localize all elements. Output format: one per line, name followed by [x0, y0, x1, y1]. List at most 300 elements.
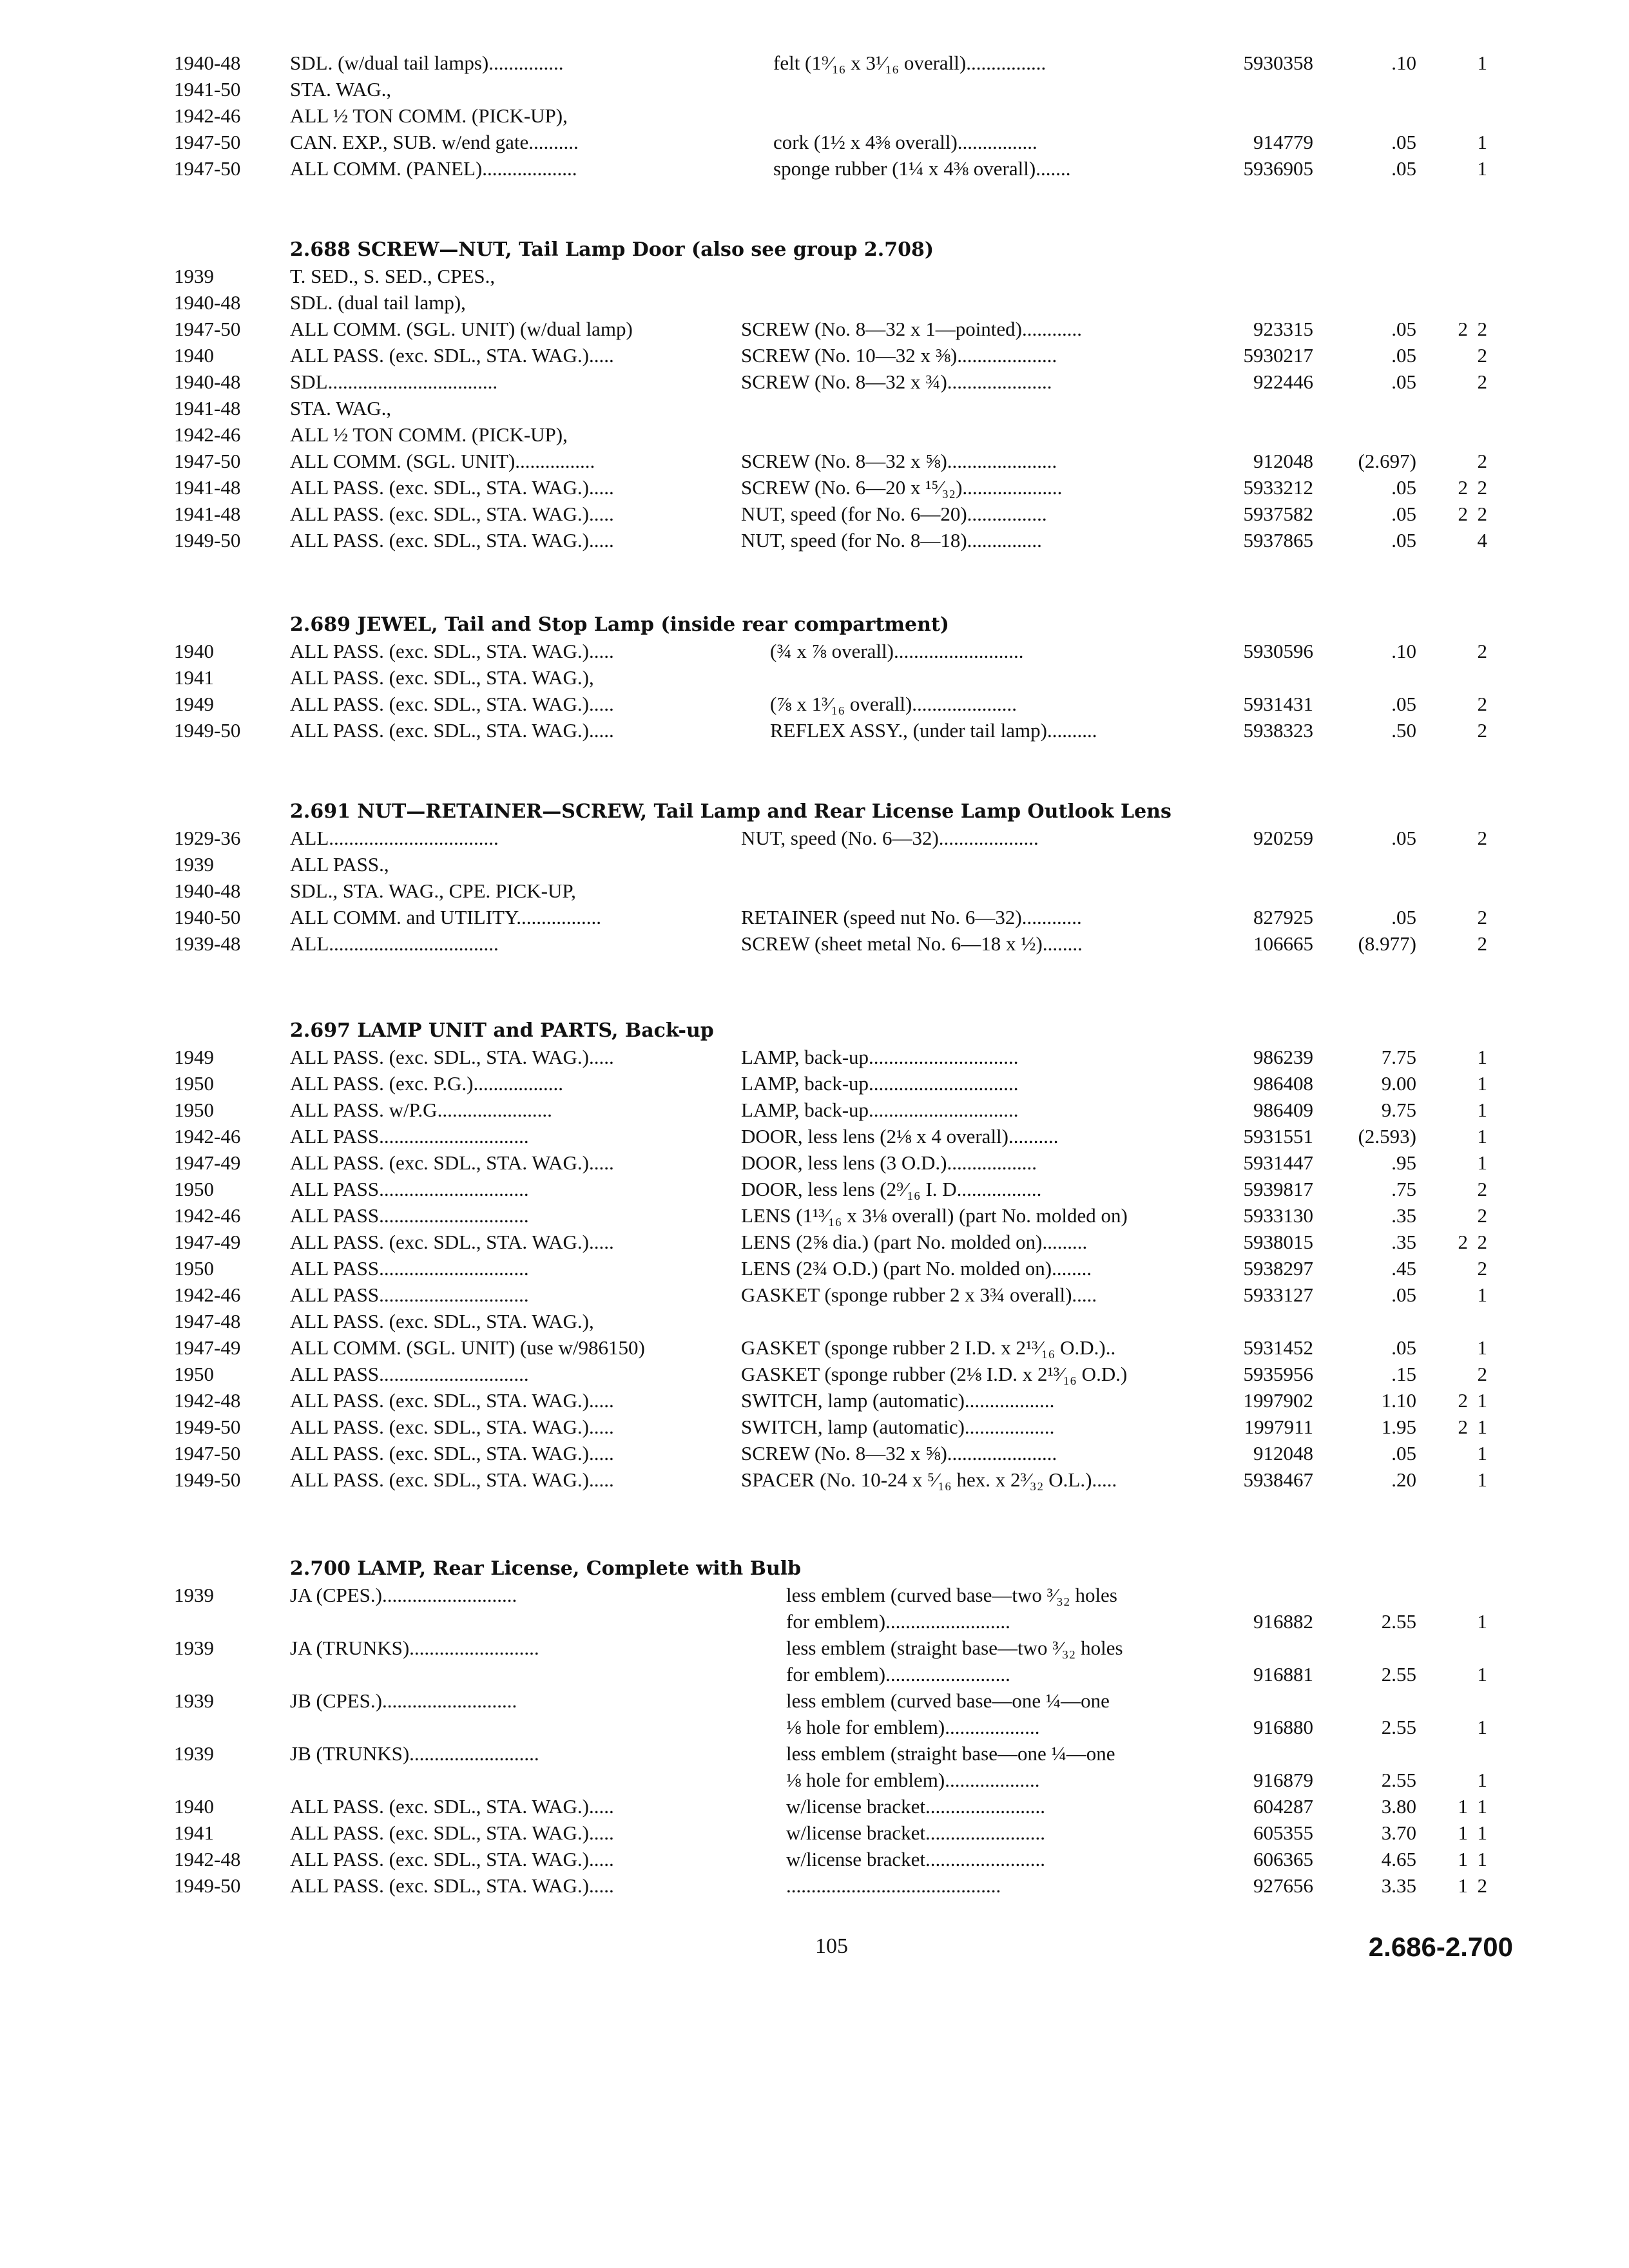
description-cell: for emblem).........................	[786, 1610, 1010, 1633]
model-cell: ALL PASS..............................	[290, 1283, 529, 1306]
part-number-cell: 923315	[1253, 318, 1313, 340]
table-row	[0, 1124, 1629, 1149]
year-cell: 1942-48	[174, 1848, 241, 1870]
table-row	[0, 1256, 1629, 1282]
part-number-cell: 986239	[1253, 1046, 1313, 1068]
model-cell: ALL PASS.,	[290, 853, 389, 876]
table-row	[0, 691, 1629, 717]
year-cell: 1947-50	[174, 131, 241, 153]
price-cell: .05	[1391, 131, 1416, 153]
quantity-b-cell: 2	[1477, 932, 1487, 955]
part-number-cell: 5937582	[1243, 503, 1313, 525]
quantity-b-cell: 2	[1477, 370, 1487, 393]
year-cell: 1949-50	[174, 1416, 241, 1438]
year-cell: 1947-50	[174, 1442, 241, 1465]
year-cell: 1949-50	[174, 1874, 241, 1897]
part-number-cell: 916882	[1253, 1610, 1313, 1633]
part-number-cell: 5938297	[1243, 1257, 1313, 1280]
year-cell: 1949-50	[174, 1468, 241, 1491]
year-cell: 1940-48	[174, 370, 241, 393]
price-cell: 2.55	[1381, 1716, 1416, 1738]
description-cell: GASKET (sponge rubber 2 I.D. x 2¹³⁄₁₆ O.D.)..	[741, 1336, 1116, 1359]
year-cell: 1940-48	[174, 52, 241, 74]
year-cell: 1940	[174, 1795, 214, 1818]
table-row	[0, 1414, 1629, 1440]
quantity-b-cell: 1	[1477, 1151, 1487, 1174]
description-cell: less emblem (straight base—one ¼—one	[786, 1742, 1115, 1765]
description-cell: SCREW (No. 8—32 x ¾).....................	[741, 370, 1052, 393]
model-cell: ALL..................................	[290, 932, 499, 955]
price-cell: .20	[1391, 1468, 1416, 1491]
model-cell: ALL PASS. (exc. SDL., STA. WAG.).....	[290, 1151, 614, 1174]
model-cell: ALL PASS. (exc. SDL., STA. WAG.).....	[290, 1389, 614, 1412]
price-cell: .10	[1391, 640, 1416, 662]
year-cell: 1940	[174, 344, 214, 367]
model-cell: ALL..................................	[290, 827, 499, 849]
price-cell: .75	[1391, 1178, 1416, 1200]
year-cell: 1947-50	[174, 157, 241, 180]
model-cell: ALL COMM. (PANEL)...................	[290, 157, 577, 180]
year-cell: 1949	[174, 693, 214, 715]
description-cell: DOOR, less lens (3 O.D.)..................	[741, 1151, 1037, 1174]
description-cell: SCREW (sheet metal No. 6—18 x ½)........	[741, 932, 1083, 955]
price-cell: .05	[1391, 906, 1416, 928]
table-row	[0, 290, 1629, 316]
year-cell: 1940	[174, 640, 214, 662]
table-row	[0, 475, 1629, 501]
price-cell: .05	[1391, 344, 1416, 367]
quantity-a-cell: 2	[1458, 503, 1468, 525]
quantity-a-cell: 1	[1458, 1795, 1468, 1818]
description-cell: RETAINER (speed nut No. 6—32)............	[741, 906, 1082, 928]
year-cell: 1941-50	[174, 78, 241, 101]
price-cell: .10	[1391, 52, 1416, 74]
quantity-b-cell: 2	[1477, 719, 1487, 742]
model-cell: ALL PASS. (exc. SDL., STA. WAG.).....	[290, 1821, 614, 1844]
model-cell: ALL PASS. (exc. SDL., STA. WAG.).....	[290, 719, 614, 742]
price-cell: 1.95	[1381, 1416, 1416, 1438]
year-cell: 1939	[174, 1689, 214, 1712]
price-cell: .35	[1391, 1231, 1416, 1253]
table-row	[0, 1741, 1629, 1767]
part-number-cell: 5931551	[1243, 1125, 1313, 1148]
price-cell: .15	[1391, 1363, 1416, 1385]
part-number-cell: 5939817	[1243, 1178, 1313, 1200]
description-cell: SCREW (No. 10—32 x ⅜)....................	[741, 344, 1057, 367]
model-cell: ALL PASS..............................	[290, 1178, 529, 1200]
quantity-b-cell: 1	[1477, 1283, 1487, 1306]
model-cell: ALL PASS..............................	[290, 1257, 529, 1280]
description-cell: ...........................................	[786, 1874, 1001, 1897]
part-number-cell: 5931452	[1243, 1336, 1313, 1359]
part-number-cell: 5933130	[1243, 1204, 1313, 1227]
price-cell: .50	[1391, 719, 1416, 742]
year-cell: 1950	[174, 1363, 214, 1385]
part-number-cell: 606365	[1253, 1848, 1313, 1870]
part-number-cell: 1997911	[1244, 1416, 1313, 1438]
table-row	[0, 1203, 1629, 1229]
price-cell: 9.75	[1381, 1099, 1416, 1121]
model-cell: ALL PASS. (exc. SDL., STA. WAG.).....	[290, 1046, 614, 1068]
table-row	[0, 448, 1629, 474]
description-cell: NUT, speed (No. 6—32)....................	[741, 827, 1039, 849]
quantity-b-cell: 1	[1477, 1336, 1487, 1359]
part-number-cell: 914779	[1253, 131, 1313, 153]
model-cell: ALL PASS. (exc. SDL., STA. WAG.).....	[290, 1468, 614, 1491]
year-cell: 1942-46	[174, 1204, 241, 1227]
part-number-cell: 986409	[1253, 1099, 1313, 1121]
price-cell: .35	[1391, 1204, 1416, 1227]
price-cell: 3.80	[1381, 1795, 1416, 1818]
table-row	[0, 316, 1629, 342]
model-cell: ALL PASS. (exc. SDL., STA. WAG.).....	[290, 476, 614, 499]
model-cell: ALL ½ TON COMM. (PICK-UP),	[290, 104, 568, 127]
year-cell: 1947-49	[174, 1151, 241, 1174]
price-cell: 7.75	[1381, 1046, 1416, 1068]
price-cell: .05	[1391, 693, 1416, 715]
year-cell: 1939	[174, 1584, 214, 1606]
year-cell: 1949	[174, 1046, 214, 1068]
description-cell: w/license bracket........................	[786, 1821, 1046, 1844]
model-cell: ALL PASS. (exc. SDL., STA. WAG.).....	[290, 693, 614, 715]
part-number-cell: 827925	[1253, 906, 1313, 928]
table-row	[0, 718, 1629, 744]
model-cell: SDL. (dual tail lamp),	[290, 291, 466, 314]
model-cell: ALL PASS. (exc. SDL., STA. WAG.).....	[290, 344, 614, 367]
year-cell: 1939-48	[174, 932, 241, 955]
year-cell: 1947-49	[174, 1231, 241, 1253]
model-cell: ALL PASS. (exc. SDL., STA. WAG.),	[290, 1310, 594, 1332]
model-cell: ALL PASS. (exc. P.G.)..................	[290, 1072, 563, 1095]
price-cell: .05	[1391, 529, 1416, 552]
year-cell: 1947-48	[174, 1310, 241, 1332]
model-cell: T. SED., S. SED., CPES.,	[290, 265, 496, 287]
table-row	[0, 1820, 1629, 1846]
quantity-b-cell: 2	[1477, 827, 1487, 849]
part-number-cell: 922446	[1253, 370, 1313, 393]
part-number-cell: 912048	[1253, 1442, 1313, 1465]
quantity-b-cell: 1	[1477, 1099, 1487, 1121]
part-number-cell: 986408	[1253, 1072, 1313, 1095]
model-cell: ALL COMM. and UTILITY.................	[290, 906, 602, 928]
part-number-cell: 5935956	[1243, 1363, 1313, 1385]
description-cell: LENS (2⅝ dia.) (part No. molded on).........	[741, 1231, 1088, 1253]
part-number-cell: 605355	[1253, 1821, 1313, 1844]
model-cell: ALL PASS..............................	[290, 1363, 529, 1385]
model-cell: JB (TRUNKS)..........................	[290, 1742, 539, 1765]
quantity-a-cell: 2	[1458, 1389, 1468, 1412]
price-cell: .05	[1391, 1442, 1416, 1465]
year-cell: 1941-48	[174, 397, 241, 419]
model-cell: ALL COMM. (SGL. UNIT) (use w/986150)	[290, 1336, 645, 1359]
part-number-cell: 5937865	[1243, 529, 1313, 552]
price-cell: 9.00	[1381, 1072, 1416, 1095]
table-row	[0, 665, 1629, 691]
price-cell: 1.10	[1381, 1389, 1416, 1412]
model-cell: ALL COMM. (SGL. UNIT) (w/dual lamp)	[290, 318, 633, 340]
quantity-b-cell: 2	[1477, 1204, 1487, 1227]
year-cell: 1950	[174, 1072, 214, 1095]
part-number-cell: 5930358	[1243, 52, 1313, 74]
part-number-cell: 5936905	[1243, 157, 1313, 180]
quantity-b-cell: 2	[1477, 906, 1487, 928]
quantity-b-cell: 2	[1477, 344, 1487, 367]
quantity-b-cell: 2	[1477, 640, 1487, 662]
price-cell: .05	[1391, 827, 1416, 849]
table-row	[0, 369, 1629, 395]
part-number-cell: 916881	[1253, 1663, 1313, 1686]
model-cell: SDL..................................	[290, 370, 498, 393]
part-number-cell: 920259	[1253, 827, 1313, 849]
year-cell: 1942-46	[174, 423, 241, 446]
year-cell: 1942-46	[174, 1283, 241, 1306]
price-cell: (8.977)	[1358, 932, 1416, 955]
description-cell: (⅞ x 1³⁄₁₆ overall).....................	[770, 693, 1017, 715]
quantity-a-cell: 1	[1458, 1848, 1468, 1870]
model-cell: ALL PASS. (exc. SDL., STA. WAG.).....	[290, 1231, 614, 1253]
model-cell: STA. WAG.,	[290, 397, 392, 419]
year-cell: 1939	[174, 853, 214, 876]
quantity-a-cell: 2	[1458, 1416, 1468, 1438]
table-row	[0, 1071, 1629, 1097]
quantity-b-cell: 1	[1477, 1442, 1487, 1465]
description-cell: w/license bracket........................	[786, 1795, 1046, 1818]
quantity-b-cell: 1	[1477, 1416, 1487, 1438]
table-row	[0, 396, 1629, 421]
year-cell: 1942-46	[174, 1125, 241, 1148]
description-cell: NUT, speed (for No. 8—18)...............	[741, 529, 1042, 552]
description-cell: NUT, speed (for No. 6—20)................	[741, 503, 1047, 525]
price-cell: .45	[1391, 1257, 1416, 1280]
description-cell: DOOR, less lens (2⁹⁄₁₆ I. D.................	[741, 1178, 1042, 1200]
table-row	[0, 1335, 1629, 1361]
quantity-b-cell: 1	[1477, 1389, 1487, 1412]
year-cell: 1939	[174, 1637, 214, 1659]
year-cell: 1939	[174, 1742, 214, 1765]
price-cell: .05	[1391, 1336, 1416, 1359]
quantity-a-cell: 1	[1458, 1821, 1468, 1844]
description-cell: SCREW (No. 8—32 x ⅝)......................	[741, 1442, 1057, 1465]
year-cell: 1949-50	[174, 719, 241, 742]
price-cell: .05	[1391, 370, 1416, 393]
part-number-cell: 5930217	[1243, 344, 1313, 367]
model-cell: ALL PASS. (exc. SDL., STA. WAG.),	[290, 666, 594, 689]
year-cell: 1929-36	[174, 827, 241, 849]
description-cell: less emblem (straight base—two ³⁄₃₂ holes	[786, 1637, 1123, 1659]
quantity-b-cell: 1	[1477, 1848, 1487, 1870]
quantity-a-cell: 2	[1458, 1231, 1468, 1253]
page-range: 2.686-2.700	[1368, 1932, 1513, 1962]
table-row	[0, 1582, 1629, 1608]
quantity-b-cell: 2	[1477, 450, 1487, 472]
section-heading: 2.697 LAMP UNIT and PARTS, Back-up	[290, 1019, 714, 1042]
table-row	[0, 1873, 1629, 1899]
price-cell: 2.55	[1381, 1610, 1416, 1633]
part-number-cell: 1997902	[1243, 1389, 1313, 1412]
price-cell: .05	[1391, 476, 1416, 499]
year-cell: 1940-48	[174, 879, 241, 902]
table-row	[0, 825, 1629, 851]
model-cell: SDL. (w/dual tail lamps)...............	[290, 52, 564, 74]
quantity-b-cell: 1	[1477, 1769, 1487, 1791]
model-cell: ALL PASS. (exc. SDL., STA. WAG.).....	[290, 529, 614, 552]
table-row	[0, 878, 1629, 904]
price-cell: (2.593)	[1358, 1125, 1416, 1148]
quantity-b-cell: 1	[1477, 1468, 1487, 1491]
quantity-b-cell: 1	[1477, 1610, 1487, 1633]
table-row	[0, 639, 1629, 664]
section-heading: 2.689 JEWEL, Tail and Stop Lamp (inside rear compartment)	[290, 613, 950, 636]
table-row	[0, 343, 1629, 369]
description-cell: GASKET (sponge rubber (2⅛ I.D. x 2¹³⁄₁₆ O.D.)	[741, 1363, 1128, 1385]
description-cell: REFLEX ASSY., (under tail lamp)..........	[770, 719, 1097, 742]
part-number-cell: 106665	[1253, 932, 1313, 955]
quantity-b-cell: 2	[1477, 1363, 1487, 1385]
quantity-b-cell: 2	[1477, 693, 1487, 715]
model-cell: JB (CPES.)...........................	[290, 1689, 517, 1712]
description-cell: cork (1½ x 4⅜ overall)................	[773, 131, 1037, 153]
table-row	[0, 1441, 1629, 1466]
quantity-b-cell: 2	[1477, 476, 1487, 499]
quantity-b-cell: 1	[1477, 157, 1487, 180]
year-cell: 1939	[174, 265, 214, 287]
year-cell: 1947-49	[174, 1336, 241, 1359]
table-row	[0, 1847, 1629, 1872]
table-row	[0, 1388, 1629, 1414]
table-row	[0, 1688, 1629, 1714]
description-cell: w/license bracket........................	[786, 1848, 1046, 1870]
price-cell: .05	[1391, 1283, 1416, 1306]
year-cell: 1942-46	[174, 104, 241, 127]
quantity-b-cell: 1	[1477, 1072, 1487, 1095]
description-cell: felt (1⁹⁄₁₆ x 3¹⁄₁₆ overall)................	[773, 52, 1046, 74]
price-cell: 4.65	[1381, 1848, 1416, 1870]
description-cell: ⅛ hole for emblem)...................	[786, 1716, 1040, 1738]
year-cell: 1940-48	[174, 291, 241, 314]
quantity-b-cell: 2	[1477, 1231, 1487, 1253]
section-heading: 2.691 NUT—RETAINER—SCREW, Tail Lamp and Rear License Lamp Outlook Lens	[290, 800, 1171, 823]
description-cell: LAMP, back-up..............................	[741, 1072, 1019, 1095]
model-cell: ALL ½ TON COMM. (PICK-UP),	[290, 423, 568, 446]
model-cell: ALL PASS. (exc. SDL., STA. WAG.).....	[290, 1848, 614, 1870]
quantity-b-cell: 1	[1477, 1125, 1487, 1148]
table-row	[0, 1609, 1629, 1635]
model-cell: ALL PASS. (exc. SDL., STA. WAG.).....	[290, 1795, 614, 1818]
table-row	[0, 1282, 1629, 1308]
year-cell: 1941-48	[174, 503, 241, 525]
table-row	[0, 1767, 1629, 1793]
part-number-cell: 5931431	[1243, 693, 1313, 715]
quantity-b-cell: 1	[1477, 1046, 1487, 1068]
description-cell: SWITCH, lamp (automatic)..................	[741, 1416, 1055, 1438]
table-row	[0, 264, 1629, 289]
model-cell: JA (TRUNKS)..........................	[290, 1637, 539, 1659]
part-number-cell: 927656	[1253, 1874, 1313, 1897]
description-cell: SPACER (No. 10-24 x ⁵⁄₁₆ hex. x 2³⁄₃₂ O.L.).....	[741, 1468, 1117, 1491]
table-row	[0, 1635, 1629, 1661]
quantity-b-cell: 1	[1477, 1795, 1487, 1818]
price-cell: 3.70	[1381, 1821, 1416, 1844]
quantity-b-cell: 2	[1477, 1178, 1487, 1200]
description-cell: LAMP, back-up..............................	[741, 1046, 1019, 1068]
part-number-cell: 5938323	[1243, 719, 1313, 742]
part-number-cell: 604287	[1253, 1795, 1313, 1818]
year-cell: 1942-48	[174, 1389, 241, 1412]
model-cell: ALL PASS. (exc. SDL., STA. WAG.).....	[290, 503, 614, 525]
model-cell: JA (CPES.)...........................	[290, 1584, 517, 1606]
description-cell: SWITCH, lamp (automatic)..................	[741, 1389, 1055, 1412]
model-cell: ALL PASS. (exc. SDL., STA. WAG.).....	[290, 1874, 614, 1897]
table-row	[0, 931, 1629, 957]
model-cell: ALL PASS. (exc. SDL., STA. WAG.).....	[290, 1416, 614, 1438]
table-row	[0, 50, 1629, 76]
table-row	[0, 852, 1629, 878]
part-number-cell: 916880	[1253, 1716, 1313, 1738]
model-cell: ALL PASS. (exc. SDL., STA. WAG.).....	[290, 1442, 614, 1465]
quantity-b-cell: 2	[1477, 1874, 1487, 1897]
year-cell: 1950	[174, 1178, 214, 1200]
year-cell: 1941-48	[174, 476, 241, 499]
price-cell: 2.55	[1381, 1663, 1416, 1686]
quantity-a-cell: 2	[1458, 476, 1468, 499]
model-cell: STA. WAG.,	[290, 78, 392, 101]
table-row	[0, 528, 1629, 553]
year-cell: 1947-50	[174, 318, 241, 340]
description-cell: GASKET (sponge rubber 2 x 3¾ overall).....	[741, 1283, 1097, 1306]
model-cell: ALL PASS. w/P.G.......................	[290, 1099, 552, 1121]
part-number-cell: 916879	[1253, 1769, 1313, 1791]
description-cell: DOOR, less lens (2⅛ x 4 overall)..........	[741, 1125, 1059, 1148]
table-row	[0, 1794, 1629, 1820]
year-cell: 1950	[174, 1099, 214, 1121]
year-cell: 1949-50	[174, 529, 241, 552]
description-cell: less emblem (curved base—one ¼—one	[786, 1689, 1110, 1712]
description-cell: LENS (2¾ O.D.) (part No. molded on)........	[741, 1257, 1092, 1280]
quantity-b-cell: 1	[1477, 1821, 1487, 1844]
table-row	[0, 1044, 1629, 1070]
table-row	[0, 77, 1629, 102]
quantity-b-cell: 4	[1477, 529, 1487, 552]
quantity-a-cell: 1	[1458, 1874, 1468, 1897]
table-row	[0, 501, 1629, 527]
model-cell: SDL., STA. WAG., CPE. PICK-UP,	[290, 879, 576, 902]
price-cell: .95	[1391, 1151, 1416, 1174]
price-cell: 3.35	[1381, 1874, 1416, 1897]
quantity-b-cell: 2	[1477, 1257, 1487, 1280]
table-row	[0, 1150, 1629, 1176]
price-cell: .05	[1391, 157, 1416, 180]
quantity-a-cell: 2	[1458, 318, 1468, 340]
price-cell: 2.55	[1381, 1769, 1416, 1791]
description-cell: less emblem (curved base—two ³⁄₃₂ holes	[786, 1584, 1117, 1606]
price-cell: .05	[1391, 318, 1416, 340]
table-row	[0, 103, 1629, 129]
table-row	[0, 1467, 1629, 1493]
table-row	[0, 1715, 1629, 1740]
description-cell: for emblem).........................	[786, 1663, 1010, 1686]
quantity-b-cell: 1	[1477, 131, 1487, 153]
table-row	[0, 422, 1629, 448]
table-row	[0, 1361, 1629, 1387]
table-row	[0, 1097, 1629, 1123]
part-number-cell: 5933212	[1243, 476, 1313, 499]
section-heading: 2.688 SCREW—NUT, Tail Lamp Door (also see group 2.708)	[290, 238, 934, 261]
part-number-cell: 5931447	[1243, 1151, 1313, 1174]
model-cell: ALL PASS..............................	[290, 1125, 529, 1148]
year-cell: 1940-50	[174, 906, 241, 928]
price-cell: .05	[1391, 503, 1416, 525]
model-cell: ALL COMM. (SGL. UNIT)................	[290, 450, 595, 472]
